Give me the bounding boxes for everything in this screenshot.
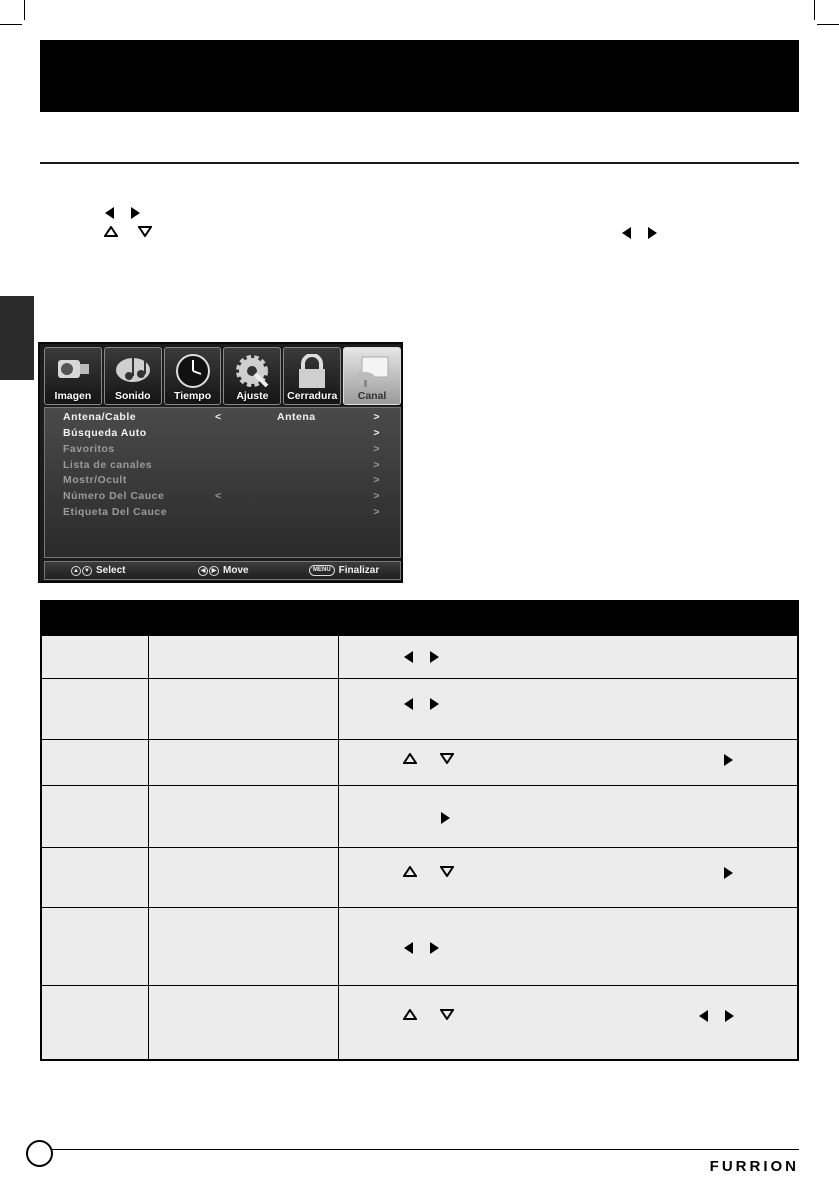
right-arrow-icon: [131, 207, 140, 219]
right-arrow-icon: [441, 812, 450, 824]
table-row: [42, 785, 797, 786]
right-arrow-icon[interactable]: >: [373, 459, 380, 471]
tab-tiempo[interactable]: [164, 347, 222, 405]
left-arrow-icon: [404, 698, 413, 710]
tab-canal[interactable]: [343, 347, 401, 405]
right-arrow-icon: [724, 754, 733, 766]
crop-mark: [24, 0, 25, 20]
crop-mark: [0, 24, 22, 25]
right-arrow-icon[interactable]: >: [373, 411, 380, 423]
menu-row-label: Búsqueda Auto: [63, 427, 147, 439]
right-arrow-icon: [724, 867, 733, 879]
tab-label: Canal: [357, 390, 387, 402]
menu-row-value: Antena: [277, 411, 316, 423]
left-arrow-icon[interactable]: <: [215, 490, 222, 502]
tv-menu-screenshot: [38, 342, 403, 583]
footer-rule: [52, 1149, 799, 1150]
tab-label: Tiempo: [173, 390, 212, 402]
brand-logo: FURRION: [709, 1158, 799, 1175]
right-arrow-icon: [430, 651, 439, 663]
tv-menu-tabs: [44, 347, 401, 405]
up-arrow-icon: [403, 1009, 417, 1020]
up-button-icon: ▲: [71, 566, 81, 576]
right-arrow-icon[interactable]: >: [373, 490, 380, 502]
tab-label: Cerradura: [287, 390, 338, 402]
up-arrow-icon: [403, 753, 417, 764]
left-arrow-icon: [404, 942, 413, 954]
clock-icon: [174, 354, 212, 390]
menu-row-numero-del-cauce[interactable]: [45, 490, 400, 505]
tab-label: Sonido: [114, 390, 151, 402]
footer-select-hint: [71, 565, 125, 576]
left-arrow-icon: [622, 227, 631, 239]
menu-row-label: Favoritos: [63, 443, 115, 455]
tv-menu-footer: [44, 561, 401, 580]
menu-row-busqueda-auto[interactable]: [45, 427, 400, 442]
satellite-dish-icon: [352, 354, 392, 388]
right-arrow-icon: [430, 698, 439, 710]
page-number-circle: [26, 1140, 53, 1167]
right-arrow-icon[interactable]: >: [373, 474, 380, 486]
menu-row-label: Antena/Cable: [63, 411, 137, 423]
table-row: [42, 847, 797, 848]
tv-menu-list: [44, 407, 401, 558]
horizontal-rule: [40, 162, 799, 164]
tab-cerradura[interactable]: [283, 347, 341, 405]
table-header: [42, 602, 797, 636]
right-arrow-icon: [725, 1010, 734, 1022]
right-arrow-icon[interactable]: >: [373, 506, 380, 518]
right-arrow-icon[interactable]: >: [373, 443, 380, 455]
tab-ajuste[interactable]: [223, 347, 281, 405]
left-button-icon: ◀: [198, 566, 208, 576]
down-arrow-icon: [440, 866, 454, 877]
section-header-bar: [40, 40, 799, 112]
up-arrow-icon: [403, 866, 417, 877]
tab-sonido[interactable]: [104, 347, 162, 405]
right-arrow-icon: [430, 942, 439, 954]
tab-label: Imagen: [54, 390, 92, 402]
table-row: [42, 907, 797, 908]
footer-move-hint: [198, 565, 249, 576]
footer-finish-hint: [309, 565, 379, 576]
menu-row-label: Número Del Cauce: [63, 490, 165, 502]
menu-row-label: Mostr/Ocult: [63, 474, 127, 486]
left-arrow-icon: [699, 1010, 708, 1022]
camcorder-icon: [55, 354, 91, 388]
gear-wrench-icon: [233, 354, 271, 390]
crop-mark: [817, 24, 839, 25]
down-button-icon: ▼: [82, 566, 92, 576]
table-row: [42, 739, 797, 740]
menu-key-icon: MENU: [309, 565, 335, 576]
footer-move-label: Move: [223, 565, 249, 576]
menu-row-antena-cable[interactable]: [45, 411, 400, 426]
tab-imagen[interactable]: [44, 347, 102, 405]
right-arrow-icon: [648, 227, 657, 239]
right-button-icon: ▶: [209, 566, 219, 576]
side-chapter-tab: [0, 296, 34, 380]
left-arrow-icon: [404, 651, 413, 663]
menu-row-lista-de-canales[interactable]: [45, 459, 400, 474]
tab-label: Ajuste: [236, 390, 269, 402]
down-arrow-icon: [440, 1009, 454, 1020]
menu-row-etiqueta-del-cauce[interactable]: [45, 506, 400, 521]
table-row: [42, 678, 797, 679]
footer-finish-label: Finalizar: [338, 565, 380, 576]
table-row: [42, 985, 797, 986]
footer-select-label: Select: [96, 565, 126, 576]
menu-row-favoritos[interactable]: [45, 443, 400, 458]
crop-mark: [814, 0, 815, 20]
left-arrow-icon[interactable]: <: [215, 411, 222, 423]
right-arrow-icon[interactable]: >: [373, 427, 380, 439]
menu-row-label: Etiqueta Del Cauce: [63, 506, 168, 518]
left-arrow-icon: [105, 207, 114, 219]
down-arrow-icon: [138, 226, 152, 237]
down-arrow-icon: [440, 753, 454, 764]
padlock-icon: [293, 354, 331, 390]
settings-table: [40, 600, 799, 1061]
up-arrow-icon: [104, 226, 118, 237]
menu-row-label: Lista de canales: [63, 459, 153, 471]
music-note-icon: [113, 354, 153, 388]
menu-row-mostr-ocult[interactable]: [45, 474, 400, 489]
